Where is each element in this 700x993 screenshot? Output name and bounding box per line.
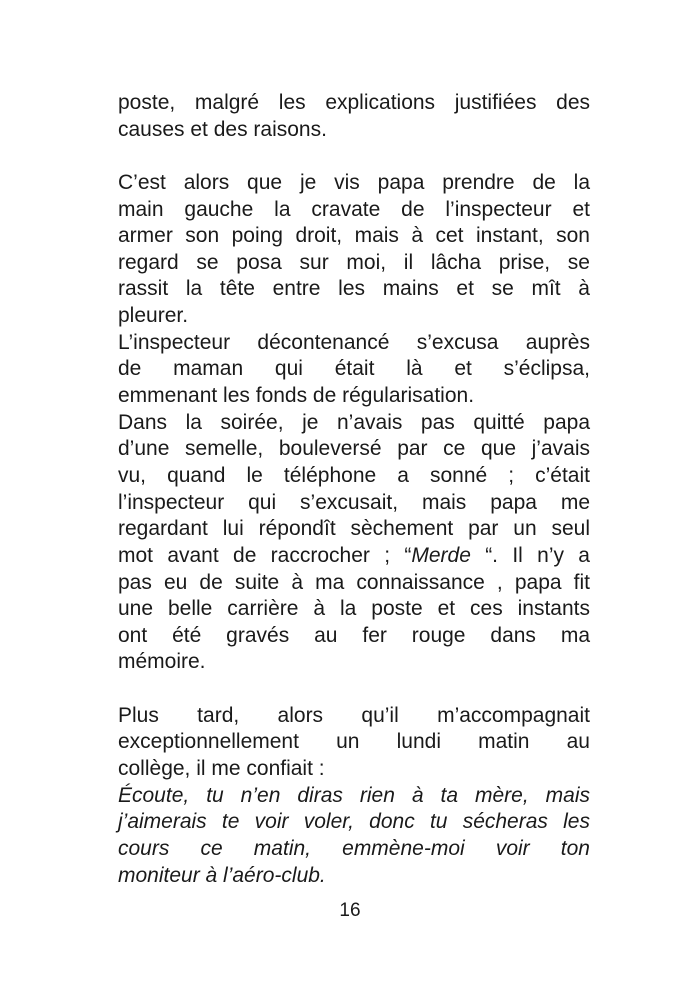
text-line-merde <box>118 543 590 570</box>
text-line: regard se posa sur moi, il lâcha prise, se <box>118 250 590 274</box>
text-line: collège, il me confiait : <box>118 757 325 781</box>
text-line: regardant lui répondît sèchement par un seul <box>118 517 590 541</box>
italic-text-line: Écoute, tu n’en diras rien à ta mère, mais <box>118 783 590 807</box>
italic-text-line: j’aimerais te voir voler, donc tu sécheras les <box>118 810 590 834</box>
italic-text-line: cours ce matin, emmène-moi voir ton <box>118 836 590 860</box>
text-line: L’inspecteur décontenancé s’excusa auprès <box>118 330 590 354</box>
text-line: armer son poing droit, mais à cet instant, son <box>118 224 590 248</box>
text-line: pleurer. <box>118 304 189 328</box>
text-line: vu, quand le téléphone a sonné ; c’était <box>118 463 590 487</box>
text-line: l’inspecteur qui s’excusait, mais papa me <box>118 490 590 514</box>
text-line: poste, malgré les explications justifiées des <box>118 91 590 114</box>
text-line: une belle carrière à la poste et ces instants <box>118 597 590 621</box>
paragraph-gap <box>118 676 590 703</box>
text-fragment: “. Il n’y a <box>470 543 590 567</box>
text-line: mémoire. <box>118 650 206 674</box>
text-line: ont été gravés au fer rouge dans ma <box>118 623 590 647</box>
text-line: Dans la soirée, je n’avais pas quitté papa <box>118 410 590 434</box>
text-line: main gauche la cravate de l’inspecteur et <box>118 197 590 221</box>
text-line: pas eu de suite à ma connaissance , papa fit <box>118 570 590 594</box>
text-fragment: mot avant de raccrocher ; “ <box>118 543 412 567</box>
text-line: causes et des raisons. <box>118 117 327 141</box>
text-line: C’est alors que je vis papa prendre de la <box>118 170 590 194</box>
text-line: Plus tard, alors qu’il m’accompagnait <box>118 703 590 727</box>
italic-word: Merde <box>411 543 471 567</box>
text-line: emmenant les fonds de régularisation. <box>118 384 475 408</box>
text-line: exceptionnellement un lundi matin au <box>118 730 590 754</box>
paragraph-gap <box>118 143 590 170</box>
text-line: d’une semelle, bouleversé par ce que j’avais <box>118 437 590 461</box>
text-line: de maman qui était là et s’éclipsa, <box>118 357 590 381</box>
italic-text-line: moniteur à l’aéro-club. <box>118 863 326 887</box>
page-body-text <box>118 90 590 889</box>
text-line: rassit la tête entre les mains et se mît à <box>118 277 590 301</box>
page-number: 16 <box>339 900 361 921</box>
